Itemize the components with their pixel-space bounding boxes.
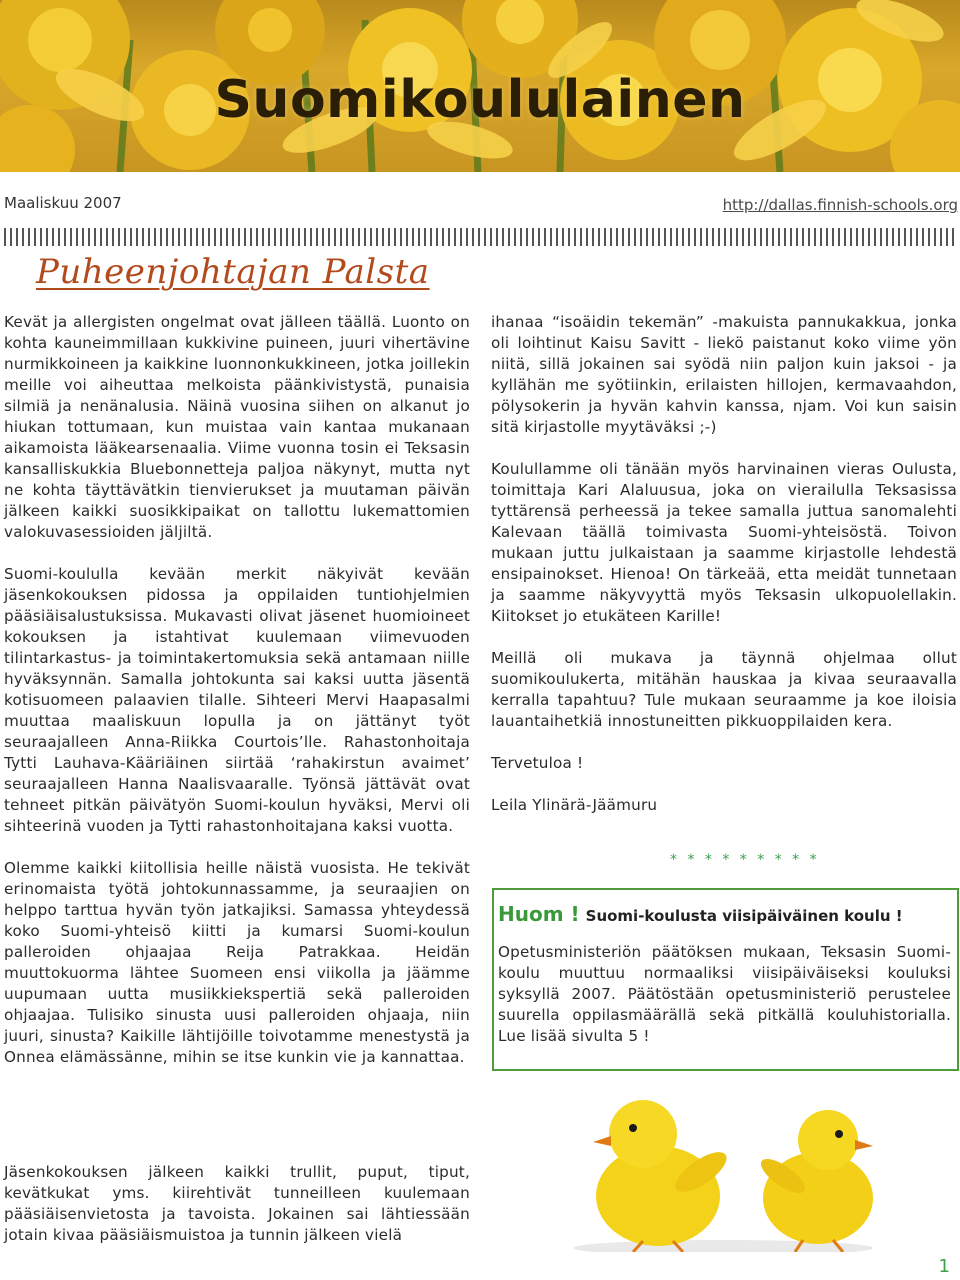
paragraph: Meillä oli mukava ja täynnä ohjelmaa ollut suomikoulukerta, mitähän hauskaa ja kivaa seuraavalla kerralla tapahtuu? Tule mukaan seuraamme ja koe iloisia lauantaihetkiä innostuneitten pikkuoppilaiden kera. [491,649,957,730]
star-separator: * * * * * * * * * [670,852,820,868]
masthead-title: Suomikoululainen [214,70,746,130]
issue-date: Maaliskuu 2007 [4,194,122,212]
paragraph: Olemme kaikki kiitollisia heille näistä vuosista. He tekivät erinomaista työtä johtokunnassamme, ja seuraajien on helppo tarttua hyvän työn jatkajiksi. Samassa yhteydessä koko Suomi-yhteisö kiitti ja kumarsi Suomi-koulun palleroiden ohjaajaa Reija Patrakkaa. Heidän muuttokuorma lähtee Suomeen ensi viikolla ja jäämme uupumaan uutta musiikkiekspertiä sekä palleroiden ohjaajaa. Tulisiko sinusta uusi palleroiden ohjaaja, niin juuri, sinusta? Kaikille lähtijöille toivotamme menestystä ja Onnea elämässänne, mihin se itse kunkin vie ja kannattaa. [4,859,470,1066]
paragraph: Kevät ja allergisten ongelmat ovat jälleen täällä. Luonto on kohta kauneimmillaan kukkivine puineen, juuri vihertävine nurmikkoineen ja kaikkine luonnonkukkineen, jotka joillekin meille voi aiheuttaa melkoista päänkivistystä, punaisia silmiä ja nenänalusia. Näinä vuosina siihen on alkanut jo hiukan tottumaan, kun muistaa vain kantaa mukanaan aikamoista lääkearsenaalia. Viime vuonna tosin ei Teksasin kansalliskukkia Bluebonnetteja paljoa näkynyt, mutta nyt ne kohta täyttävätkin tienvierukset ja muutaman päivän jälkeen kaikki suosikkipaikat on tallottu lukemattomien valokuvasessioiden jäljiltä. [4,313,470,541]
easter-chicks-image [493,1076,960,1252]
website-link[interactable]: http://dallas.finnish-schools.org [722,196,958,214]
left-column [4,312,470,1089]
page-number: 1 [938,1256,950,1277]
notice-box [492,888,959,1071]
paragraph: Koulullamme oli tänään myös harvinainen vieras Oulusta, toimittaja Kari Alaluusua, joka on vierailulla Teksasissa tyttärensä perheessä ja tekee samalla juttua sanomalehti Kalevaan täällä toimivasta Suomi-yhteisöstä. Toivon mukaan juttu julkaistaan ja saamme kirjastolle lehdestä ensipainokset. Hienoa! On tärkeää, etta meidät tunnetaan ja saamme näkyvyyttä myös Teksasin ulkopuolellakin. Kiitokset jo etukäteen Karille! [491,460,957,625]
notice-headline: Suomi-koulusta viisipäiväinen koulu ! [585,907,903,925]
signature: Leila Ylinärä-Jäämuru [491,796,658,814]
divider-rule [4,228,956,246]
paragraph: Jäsenkokouksen jälkeen kaikki trullit, puput, tiput, kevätkukat yms. kiirehtivät tunneilleen kuulemaan pääsiäisenvietosta ja tavoista. Jokainen sai lähtiessään jotain kivaa pääsiäismuistoa ja tunnin jälkeen vielä [4,1163,470,1244]
notice-highlight: Huom ! [498,902,580,926]
right-column [491,312,957,837]
daffodil-banner [0,0,960,172]
notice-body: Opetusministeriön päätöksen mukaan, Teksasin Suomi-koulu muuttuu normaaliksi viisipäiväiseksi kouluksi syksyllä 2007. Päätöstään opetusministeriö perustelee suurella oppilasmäärällä sekä pitkällä kouluhistorialla. Lue lisää sivulta 5 ! [498,943,951,1045]
left-column-continued [4,1162,470,1267]
paragraph: Suomi-koululla kevään merkit näkyivät kevään jäsenkokouksen pidossa ja oppilaiden tuntiohjelmien pääsiäisalustuksissa. Mukavasti olivat jäsenet huomioineet kokouksen ja istahtivat kuulemaan viimevuoden tilintarkastus- ja toimintakertomuksia sekä antamaan niille hyväksynnän. Samalla johtokunta sai kaksi uutta jäsentä kotisuomeen palaavien tilalle. Sihteeri Mervi Haapasalmi muuttaa maaliskuun lopulla ja on jättänyt työt seuraajalleen Anna-Riikka Courtois’lle. Rahastonhoitaja Tytti Lauhava-Kääriäinen siirtää ‘rahakirstun avaimet’ seuraajalleen Hanna Naalisvaaralle. Työnsä jättävät ovat tehneet pitkän päivätyön Suomi-koulun hyväksi, Mervi oli sihteerinä vuoden ja Tytti rahastonhoitajana kaksi vuotta. [4,565,470,835]
paragraph: ihanaa “isoäidin tekemän” -makuista pannukakkua, jonka oli loihtinut Kaisu Savitt - liekö paistanut koko viime yön niitä, sillä jokainen sai syödä niin paljon kuin jaksoi - ja kyllähän me syötiinkin, erilaisten hillojen, kermavaahdon, pölysokerin ja hyvän kahvin kanssa, njam. Voi kun saisin sitä kirjastolle myytäväksi ;-) [491,313,957,436]
section-title: Puheenjohtajan Palsta [36,252,430,292]
greeting: Tervetuloa ! [491,754,584,772]
chicks-illustration [493,1076,960,1252]
notice-heading [498,902,951,926]
